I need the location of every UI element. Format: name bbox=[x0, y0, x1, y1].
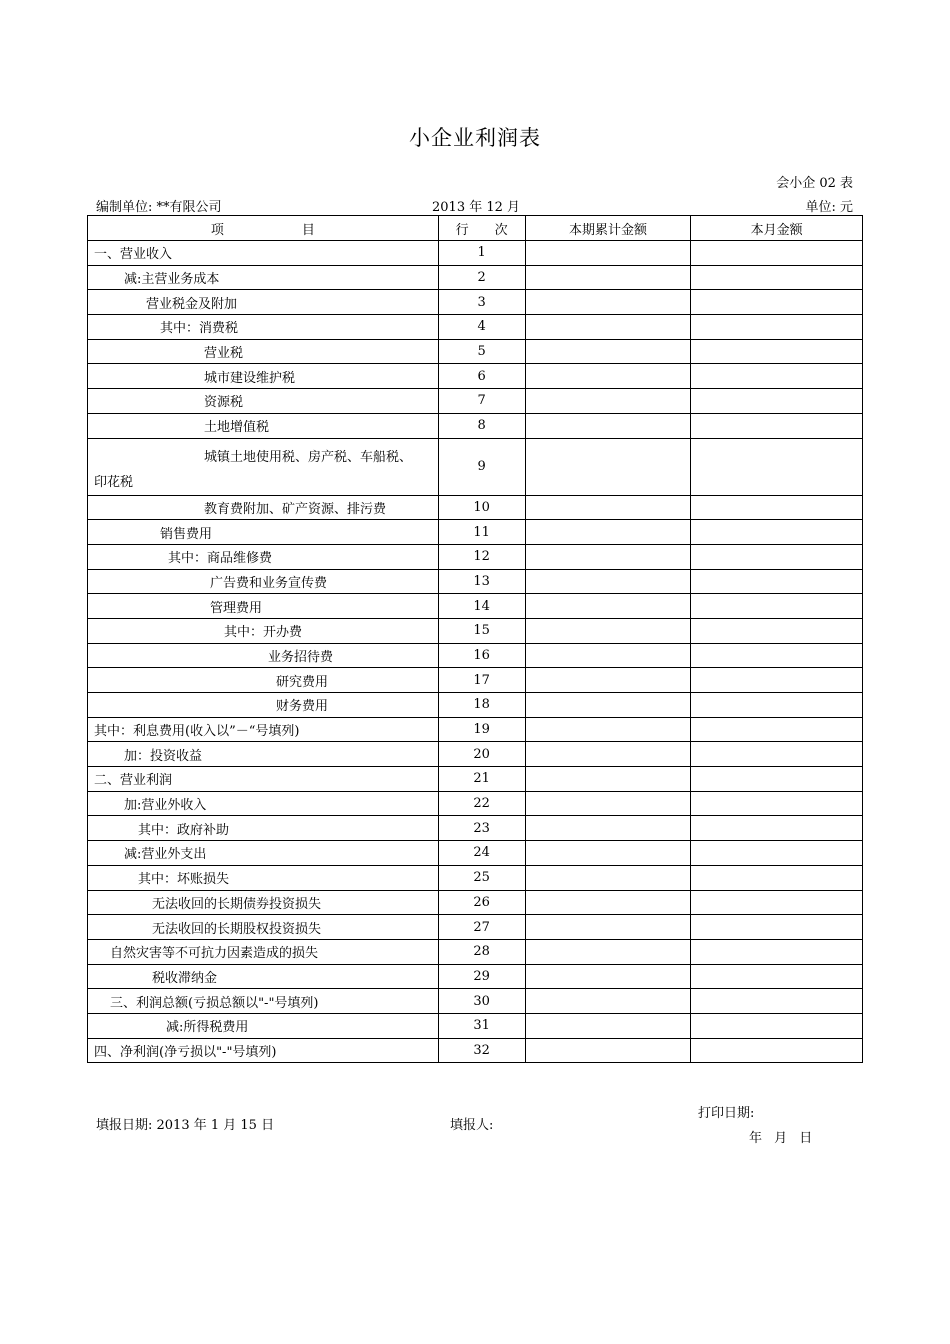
row-item-label bbox=[88, 438, 439, 495]
table-row bbox=[88, 364, 863, 389]
row-line-number: 5 bbox=[438, 339, 525, 364]
cumulative-amount-cell[interactable] bbox=[525, 569, 691, 594]
month-amount-cell[interactable] bbox=[691, 389, 863, 414]
row-line-number: 10 bbox=[438, 495, 525, 520]
row-item-label: 销售费用 bbox=[88, 520, 439, 545]
print-date-ymd: 年 月 日 bbox=[749, 1131, 813, 1146]
row-item-label: 无法收回的长期股权投资损失 bbox=[88, 915, 439, 940]
reporting-unit: 编制单位: **有限公司 bbox=[96, 200, 222, 215]
table-row bbox=[88, 890, 863, 915]
row-line-number: 9 bbox=[438, 438, 525, 495]
row-line-number: 30 bbox=[438, 989, 525, 1014]
filler-label: 填报人: bbox=[450, 1118, 494, 1133]
row-line-number: 28 bbox=[438, 939, 525, 964]
month-amount-cell[interactable] bbox=[691, 544, 863, 569]
month-amount-cell[interactable] bbox=[691, 413, 863, 438]
month-amount-cell[interactable] bbox=[691, 693, 863, 718]
cumulative-amount-cell[interactable] bbox=[525, 767, 691, 792]
cumulative-amount-cell[interactable] bbox=[525, 594, 691, 619]
row-item-label: 业务招待费 bbox=[88, 643, 439, 668]
table-row bbox=[88, 1038, 863, 1063]
report-period: 2013 年 12 月 bbox=[432, 200, 521, 215]
table-row bbox=[88, 865, 863, 890]
row-item-label: 无法收回的长期债券投资损失 bbox=[88, 890, 439, 915]
row-item-label: 其中：坏账损失 bbox=[88, 865, 439, 890]
table-row bbox=[88, 413, 863, 438]
table-row bbox=[88, 964, 863, 989]
table-row bbox=[88, 939, 863, 964]
cumulative-amount-cell[interactable] bbox=[525, 989, 691, 1014]
month-amount-cell[interactable] bbox=[691, 1038, 863, 1063]
month-amount-cell[interactable] bbox=[691, 668, 863, 693]
row-item-label: 资源税 bbox=[88, 389, 439, 414]
table-row bbox=[88, 618, 863, 643]
cumulative-amount-cell[interactable] bbox=[525, 364, 691, 389]
page-title: 小企业利润表 bbox=[409, 126, 541, 150]
row-item-label: 减:主营业务成本 bbox=[88, 265, 439, 290]
table-row bbox=[88, 791, 863, 816]
cumulative-amount-cell[interactable] bbox=[525, 939, 691, 964]
row-line-number: 17 bbox=[438, 668, 525, 693]
month-amount-cell[interactable] bbox=[691, 841, 863, 866]
month-amount-cell[interactable] bbox=[691, 742, 863, 767]
month-amount-cell[interactable] bbox=[691, 717, 863, 742]
cumulative-amount-cell[interactable] bbox=[525, 315, 691, 340]
row-item-label: 四、净利润(净亏损以"-"号填列) bbox=[88, 1038, 439, 1063]
month-amount-cell[interactable] bbox=[691, 265, 863, 290]
row-item-label: 营业税金及附加 bbox=[88, 290, 439, 315]
row-item-label: 其中：消费税 bbox=[88, 315, 439, 340]
print-date-label: 打印日期: bbox=[698, 1106, 755, 1121]
table-row bbox=[88, 816, 863, 841]
report-date: 填报日期: 2013 年 1 月 15 日 bbox=[96, 1118, 275, 1133]
row-line-number: 15 bbox=[438, 618, 525, 643]
table-row bbox=[88, 767, 863, 792]
row-item-label: 加：投资收益 bbox=[88, 742, 439, 767]
row-line-number: 6 bbox=[438, 364, 525, 389]
table-row bbox=[88, 569, 863, 594]
table-row bbox=[88, 717, 863, 742]
table-row bbox=[88, 389, 863, 414]
row-item-label: 管理费用 bbox=[88, 594, 439, 619]
month-amount-cell[interactable] bbox=[691, 339, 863, 364]
cumulative-amount-cell[interactable] bbox=[525, 413, 691, 438]
cumulative-amount-cell[interactable] bbox=[525, 693, 691, 718]
cumulative-amount-cell[interactable] bbox=[525, 865, 691, 890]
form-code: 会小企 02 表 bbox=[776, 176, 853, 191]
table-header-row bbox=[88, 216, 863, 241]
row-item-label: 城市建设维护税 bbox=[88, 364, 439, 389]
row-line-number: 12 bbox=[438, 544, 525, 569]
row-item-label: 税收滞纳金 bbox=[88, 964, 439, 989]
table-row bbox=[88, 290, 863, 315]
month-amount-cell[interactable] bbox=[691, 495, 863, 520]
row-line-number: 27 bbox=[438, 915, 525, 940]
month-amount-cell[interactable] bbox=[691, 364, 863, 389]
row-item-label: 教育费附加、矿产资源、排污费 bbox=[88, 495, 439, 520]
row-line-number: 21 bbox=[438, 767, 525, 792]
table-row bbox=[88, 315, 863, 340]
table-row bbox=[88, 594, 863, 619]
month-amount-cell[interactable] bbox=[691, 816, 863, 841]
row-line-number: 2 bbox=[438, 265, 525, 290]
row-item-label: 二、营业利润 bbox=[88, 767, 439, 792]
table-row bbox=[88, 643, 863, 668]
row-item-label: 研究费用 bbox=[88, 668, 439, 693]
row-line-number: 14 bbox=[438, 594, 525, 619]
row-line-number: 13 bbox=[438, 569, 525, 594]
table-row bbox=[88, 495, 863, 520]
cumulative-amount-cell[interactable] bbox=[525, 544, 691, 569]
table-row bbox=[88, 339, 863, 364]
row-line-number: 11 bbox=[438, 520, 525, 545]
row-line-number: 25 bbox=[438, 865, 525, 890]
table-row bbox=[88, 544, 863, 569]
column-header-line: 行 次 bbox=[438, 216, 525, 241]
row-item-label: 土地增值税 bbox=[88, 413, 439, 438]
month-amount-cell[interactable] bbox=[691, 890, 863, 915]
currency-unit: 单位: 元 bbox=[805, 200, 853, 215]
month-amount-cell[interactable] bbox=[691, 315, 863, 340]
row-item-label-line1: 城镇土地使用税、房产税、车船税、 bbox=[204, 449, 413, 465]
table-row bbox=[88, 1013, 863, 1038]
column-header-cumulative: 本期累计金额 bbox=[525, 216, 691, 241]
row-item-label: 减:所得税费用 bbox=[88, 1013, 439, 1038]
month-amount-cell[interactable] bbox=[691, 865, 863, 890]
cumulative-amount-cell[interactable] bbox=[525, 1038, 691, 1063]
month-amount-cell[interactable] bbox=[691, 438, 863, 495]
table-row bbox=[88, 438, 863, 495]
month-amount-cell[interactable] bbox=[691, 767, 863, 792]
row-line-number: 3 bbox=[438, 290, 525, 315]
month-amount-cell[interactable] bbox=[691, 594, 863, 619]
column-header-item: 项 目 bbox=[88, 216, 439, 241]
month-amount-cell[interactable] bbox=[691, 290, 863, 315]
cumulative-amount-cell[interactable] bbox=[525, 791, 691, 816]
cumulative-amount-cell[interactable] bbox=[525, 339, 691, 364]
table-row bbox=[88, 841, 863, 866]
row-line-number: 23 bbox=[438, 816, 525, 841]
row-item-label: 一、营业收入 bbox=[88, 241, 439, 266]
cumulative-amount-cell[interactable] bbox=[525, 816, 691, 841]
cumulative-amount-cell[interactable] bbox=[525, 915, 691, 940]
month-amount-cell[interactable] bbox=[691, 520, 863, 545]
row-item-label: 三、利润总额(亏损总额以"-"号填列) bbox=[88, 989, 439, 1014]
cumulative-amount-cell[interactable] bbox=[525, 438, 691, 495]
row-line-number: 20 bbox=[438, 742, 525, 767]
row-line-number: 29 bbox=[438, 964, 525, 989]
row-item-label: 其中：政府补助 bbox=[88, 816, 439, 841]
cumulative-amount-cell[interactable] bbox=[525, 717, 691, 742]
row-line-number: 22 bbox=[438, 791, 525, 816]
row-line-number: 32 bbox=[438, 1038, 525, 1063]
cumulative-amount-cell[interactable] bbox=[525, 265, 691, 290]
month-amount-cell[interactable] bbox=[691, 643, 863, 668]
month-amount-cell[interactable] bbox=[691, 915, 863, 940]
table-body bbox=[88, 241, 863, 1063]
table-row bbox=[88, 989, 863, 1014]
cumulative-amount-cell[interactable] bbox=[525, 890, 691, 915]
table-row bbox=[88, 693, 863, 718]
row-line-number: 8 bbox=[438, 413, 525, 438]
table-row bbox=[88, 915, 863, 940]
cumulative-amount-cell[interactable] bbox=[525, 1013, 691, 1038]
row-line-number: 16 bbox=[438, 643, 525, 668]
cumulative-amount-cell[interactable] bbox=[525, 618, 691, 643]
row-item-label: 其中：开办费 bbox=[88, 618, 439, 643]
cumulative-amount-cell[interactable] bbox=[525, 290, 691, 315]
row-line-number: 24 bbox=[438, 841, 525, 866]
row-item-label: 减:营业外支出 bbox=[88, 841, 439, 866]
month-amount-cell[interactable] bbox=[691, 569, 863, 594]
cumulative-amount-cell[interactable] bbox=[525, 668, 691, 693]
table-row bbox=[88, 742, 863, 767]
row-line-number: 7 bbox=[438, 389, 525, 414]
row-line-number: 4 bbox=[438, 315, 525, 340]
cumulative-amount-cell[interactable] bbox=[525, 742, 691, 767]
row-item-label: 营业税 bbox=[88, 339, 439, 364]
cumulative-amount-cell[interactable] bbox=[525, 241, 691, 266]
row-item-label: 其中：商品维修费 bbox=[88, 544, 439, 569]
table-row bbox=[88, 241, 863, 266]
row-item-label: 广告费和业务宣传费 bbox=[88, 569, 439, 594]
row-line-number: 18 bbox=[438, 693, 525, 718]
month-amount-cell[interactable] bbox=[691, 939, 863, 964]
row-item-label: 加:营业外收入 bbox=[88, 791, 439, 816]
row-line-number: 1 bbox=[438, 241, 525, 266]
row-item-label: 其中：利息费用(收入以”－“号填列) bbox=[88, 717, 439, 742]
cumulative-amount-cell[interactable] bbox=[525, 520, 691, 545]
row-item-label: 财务费用 bbox=[88, 693, 439, 718]
row-line-number: 19 bbox=[438, 717, 525, 742]
cumulative-amount-cell[interactable] bbox=[525, 389, 691, 414]
row-item-label-line2: 印花税 bbox=[94, 474, 134, 490]
cumulative-amount-cell[interactable] bbox=[525, 495, 691, 520]
row-item-label: 自然灾害等不可抗力因素造成的损失 bbox=[88, 939, 439, 964]
cumulative-amount-cell[interactable] bbox=[525, 964, 691, 989]
income-statement-table bbox=[87, 215, 863, 1063]
table-row bbox=[88, 668, 863, 693]
month-amount-cell[interactable] bbox=[691, 791, 863, 816]
cumulative-amount-cell[interactable] bbox=[525, 841, 691, 866]
row-line-number: 26 bbox=[438, 890, 525, 915]
month-amount-cell[interactable] bbox=[691, 1013, 863, 1038]
month-amount-cell[interactable] bbox=[691, 964, 863, 989]
table-row bbox=[88, 265, 863, 290]
row-line-number: 31 bbox=[438, 1013, 525, 1038]
month-amount-cell[interactable] bbox=[691, 618, 863, 643]
month-amount-cell[interactable] bbox=[691, 989, 863, 1014]
month-amount-cell[interactable] bbox=[691, 241, 863, 266]
column-header-month: 本月金额 bbox=[691, 216, 863, 241]
cumulative-amount-cell[interactable] bbox=[525, 643, 691, 668]
table-row bbox=[88, 520, 863, 545]
